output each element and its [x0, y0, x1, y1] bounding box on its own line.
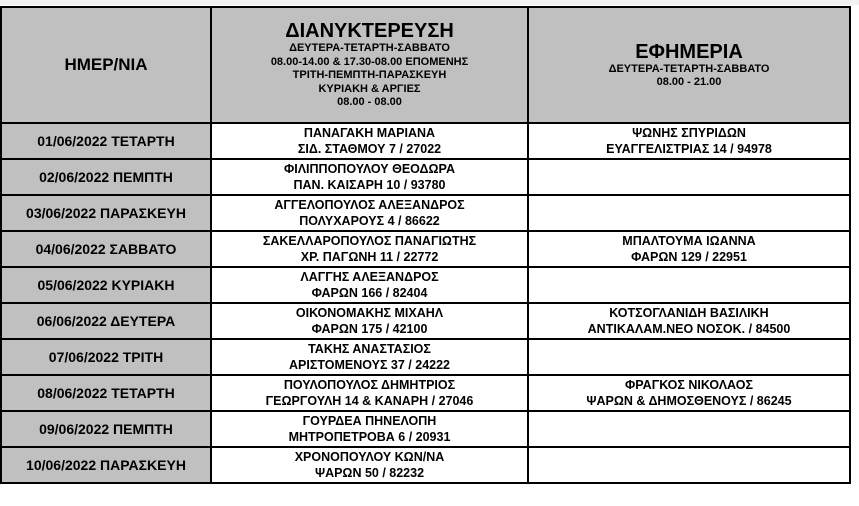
pharmacist-name: ΓΟΥΡΔΕΑ ΠΗΝΕΛΟΠΗ — [302, 414, 437, 428]
duty-pharmacy-cell — [528, 447, 850, 483]
pharmacy-address: ΨΑΡΩΝ & ΔΗΜΟΣΘΕΝΟΥΣ / 86245 — [586, 394, 792, 408]
date-cell: 07/06/2022 ΤΡΙΤΗ — [1, 339, 211, 375]
date-column-header — [1, 7, 211, 123]
date-cell: 04/06/2022 ΣΑΒΒΑΤΟ — [1, 231, 211, 267]
duty-pharmacy-cell — [528, 411, 850, 447]
duty-header-days: ΔΕΥΤΕΡΑ-ΤΕΤΑΡΤΗ-ΣΑΒΒΑΤΟ — [608, 62, 770, 75]
table-row — [1, 195, 850, 231]
date-cell: 10/06/2022 ΠΑΡΑΣΚΕΥΗ — [1, 447, 211, 483]
pharmacy-address: ΦΑΡΩΝ 175 / 42100 — [311, 322, 428, 336]
pharmacist-name: ΤΑΚΗΣ ΑΝΑΣΤΑΣΙΟΣ — [308, 342, 431, 356]
table-row — [1, 411, 850, 447]
table-row — [1, 303, 850, 339]
pharmacist-name: ΛΑΓΓΗΣ ΑΛΕΞΑΝΔΡΟΣ — [300, 270, 439, 284]
pharmacist-name: ΑΓΓΕΛΟΠΟΥΛΟΣ ΑΛΕΞΑΝΔΡΟΣ — [274, 198, 465, 212]
date-cell: 02/06/2022 ΠΕΜΠΤΗ — [1, 159, 211, 195]
night-column-header — [211, 7, 528, 123]
pharmacy-address: ΦΑΡΩΝ 166 / 82404 — [311, 286, 428, 300]
night-pharmacy-cell — [211, 159, 528, 195]
table-row — [1, 123, 850, 159]
night-pharmacy-cell — [211, 123, 528, 159]
duty-pharmacy-cell — [528, 195, 850, 231]
table-row — [1, 447, 850, 483]
pharmacy-address: ΓΕΩΡΓΟΥΛΗ 14 & ΚΑΝΑΡΗ / 27046 — [265, 394, 474, 408]
duty-pharmacy-cell — [528, 123, 850, 159]
pharmacy-address: ΠΑΝ. ΚΑΙΣΑΡΗ 10 / 93780 — [293, 178, 446, 192]
pharmacist-name: ΠΑΝΑΓΑΚΗ ΜΑΡΙΑΝΑ — [303, 126, 436, 140]
pharmacist-name: ΧΡΟΝΟΠΟΥΛΟΥ ΚΩΝ/ΝΑ — [294, 450, 445, 464]
table-row — [1, 339, 850, 375]
night-pharmacy-cell — [211, 303, 528, 339]
pharmacist-name: ΨΩΝΗΣ ΣΠΥΡΙΔΩΝ — [632, 126, 746, 140]
pharmacy-address: ΑΝΤΙΚΑΛΑΜ.ΝΕΟ ΝΟΣΟΚ. / 84500 — [587, 322, 791, 336]
pharmacy-address: ΑΡΙΣΤΟΜΕΝΟΥΣ 37 / 24222 — [288, 358, 451, 372]
pharmacy-address: ΕΥΑΓΓΕΛΙΣΤΡΙΑΣ 14 / 94978 — [606, 142, 772, 156]
duty-header-title: ΕΦΗΜΕΡΙΑ — [635, 40, 743, 63]
date-cell: 01/06/2022 ΤΕΤΑΡΤΗ — [1, 123, 211, 159]
night-pharmacy-cell — [211, 231, 528, 267]
duty-pharmacy-cell — [528, 303, 850, 339]
pharmacist-name: ΚΟΤΣΟΓΛΑΝΙΔΗ ΒΑΣΙΛΙΚΗ — [609, 306, 769, 320]
night-pharmacy-cell — [211, 447, 528, 483]
duty-pharmacy-cell — [528, 159, 850, 195]
page-top-shade — [0, 0, 859, 5]
night-pharmacy-cell — [211, 195, 528, 231]
date-cell: 06/06/2022 ΔΕΥΤΕΡΑ — [1, 303, 211, 339]
pharmacist-name: ΦΡΑΓΚΟΣ ΝΙΚΟΛΑΟΣ — [625, 378, 753, 392]
date-header-label: ΗΜΕΡ/ΝΙΑ — [64, 55, 148, 74]
date-cell: 08/06/2022 ΤΕΤΑΡΤΗ — [1, 375, 211, 411]
duty-pharmacy-cell — [528, 267, 850, 303]
pharmacist-name: ΣΑΚΕΛΛΑΡΟΠΟΥΛΟΣ ΠΑΝΑΓΙΩΤΗΣ — [262, 234, 477, 248]
night-pharmacy-cell — [211, 411, 528, 447]
pharmacy-address: ΨΑΡΩΝ 50 / 82232 — [314, 466, 425, 480]
pharmacy-address: ΦΑΡΩΝ 129 / 22951 — [631, 250, 747, 264]
night-pharmacy-cell — [211, 339, 528, 375]
night-header-days-2: ΤΡΙΤΗ-ΠΕΜΠΤΗ-ΠΑΡΑΣΚΕΥΗ — [292, 69, 447, 82]
table-row — [1, 231, 850, 267]
date-cell: 03/06/2022 ΠΑΡΑΣΚΕΥΗ — [1, 195, 211, 231]
pharmacy-address: ΣΙΔ. ΣΤΑΘΜΟΥ 7 / 27022 — [297, 142, 442, 156]
pharmacy-address: ΜΗΤΡΟΠΕΤΡΟΒΑ 6 / 20931 — [288, 430, 451, 444]
duty-pharmacy-cell — [528, 339, 850, 375]
night-pharmacy-cell — [211, 267, 528, 303]
pharmacist-name: ΜΠΑΛΤΟΥΜΑ ΙΩΑΝΝΑ — [622, 234, 756, 248]
duty-header-hours: 08.00 - 21.00 — [656, 76, 722, 88]
night-header-title: ΔΙΑΝΥΚΤΕΡΕΥΣΗ — [285, 20, 454, 43]
duty-pharmacy-cell — [528, 231, 850, 267]
header-row — [1, 7, 850, 123]
pharmacist-name: ΦΙΛΙΠΠΟΠΟΥΛΟΥ ΘΕΟΔΩΡΑ — [283, 162, 455, 176]
table-row — [1, 375, 850, 411]
duty-pharmacy-cell — [528, 375, 850, 411]
pharmacy-address: ΠΟΛΥΧΑΡΟΥΣ 4 / 86622 — [299, 214, 440, 228]
table-row — [1, 159, 850, 195]
table-row — [1, 267, 850, 303]
pharmacy-address: ΧΡ. ΠΑΓΩΝΗ 11 / 22772 — [300, 250, 439, 264]
night-header-days-3: ΚΥΡΙΑΚΗ & ΑΡΓΙΕΣ — [318, 82, 421, 95]
date-cell: 05/06/2022 ΚΥΡΙΑΚΗ — [1, 267, 211, 303]
night-header-hours-2: 08.00 - 08.00 — [337, 96, 402, 109]
date-cell: 09/06/2022 ΠΕΜΠΤΗ — [1, 411, 211, 447]
pharmacy-schedule-table — [0, 6, 851, 484]
night-pharmacy-cell — [211, 375, 528, 411]
pharmacist-name: ΟΙΚΟΝΟΜΑΚΗΣ ΜΙΧΑΗΛ — [295, 306, 444, 320]
pharmacist-name: ΠΟΥΛΟΠΟΥΛΟΣ ΔΗΜΗΤΡΙΟΣ — [283, 378, 456, 392]
duty-column-header — [528, 7, 850, 123]
night-header-hours: 08.00-14.00 & 17.30-08.00 ΕΠΟΜΕΝΗΣ — [270, 55, 469, 68]
night-header-days: ΔΕΥΤΕΡΑ-ΤΕΤΑΡΤΗ-ΣΑΒΒΑΤΟ — [289, 42, 450, 55]
